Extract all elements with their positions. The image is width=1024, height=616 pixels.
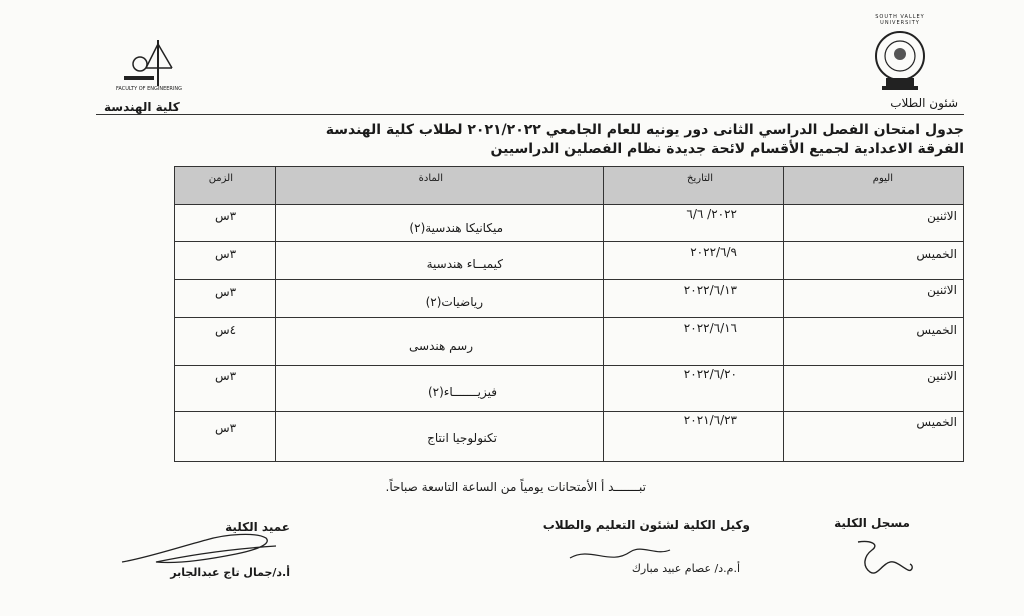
university-seal-icon: [868, 28, 932, 92]
cell-subject: ميكانيكا هندسية(٢): [409, 221, 503, 235]
row-divider: [175, 279, 963, 280]
header-divider: [96, 114, 964, 115]
cell-time: ٣س: [215, 247, 237, 261]
exam-schedule-subtitle: الفرقة الاعدادية لجميع الأقسام لائحة جديدة نظام الفصلين الدراسيين: [490, 141, 964, 157]
row-divider: [175, 317, 963, 318]
cell-time: ٣س: [215, 209, 237, 223]
column-divider: [783, 167, 784, 461]
column-divider: [275, 167, 276, 461]
cell-day: الاثنين: [927, 369, 957, 383]
vice-dean-name: أ.م.د/ عصام عبيد مبارك: [631, 562, 740, 575]
cell-day: الاثنين: [927, 209, 957, 223]
faculty-logo-text: FACULTY OF ENGINEERING: [116, 86, 182, 92]
cell-day: الخميس: [916, 323, 957, 337]
table-header: [175, 167, 963, 205]
cell-day: الاثنين: [927, 283, 957, 297]
header-day: اليوم: [872, 173, 893, 184]
row-divider: [175, 241, 963, 242]
cell-time: ٣س: [215, 421, 237, 435]
student-affairs-label: شئون الطلاب: [890, 96, 958, 110]
dean-label: عميد الكلية: [225, 520, 290, 534]
cell-subject: رسم هندسى: [409, 339, 473, 353]
faculty-logo-icon: [118, 38, 180, 90]
vice-dean-label: وكيل الكلية لشئون التعليم والطلاب: [542, 518, 750, 532]
cell-subject: فيزيـــــــاء(٢): [427, 385, 497, 399]
header-time: الزمن: [208, 173, 233, 184]
dean-signature-icon: [116, 528, 286, 570]
cell-date: ٢٠٢٢/٦/١٦: [683, 321, 737, 335]
cell-subject: تكنولوجيا انتاج: [427, 431, 497, 445]
header-date: التاريخ: [687, 173, 713, 184]
exam-schedule-table: [174, 166, 964, 462]
dean-name: أ.د/جمال تاج عبدالجابر: [170, 566, 290, 579]
cell-date: ٢٠٢٢/ ٦/٦: [686, 207, 737, 221]
cell-date: ٢٠٢٢/٦/٢٠: [683, 367, 737, 381]
cell-subject: رياضيات(٢): [425, 295, 483, 309]
header-subject: المادة: [418, 173, 443, 184]
cell-subject: كيميــاء هندسية: [426, 257, 503, 271]
cell-date: ٢٠٢١/٦/٢٣: [683, 413, 737, 427]
cell-date: ٢٠٢٢/٦/٩: [690, 245, 737, 259]
faculty-engineering-label: كلية الهندسة: [104, 100, 180, 114]
cell-time: ٣س: [215, 369, 237, 383]
cell-time: ٣س: [215, 285, 237, 299]
row-divider: [175, 365, 963, 366]
row-divider: [175, 411, 963, 412]
exam-schedule-title: جدول امتحان الفصل الدراسي الثانى دور يونيه للعام الجامعي ٢٠٢١/٢٠٢٢ لطلاب كلية الهندسة: [325, 122, 964, 138]
cell-time: ٤س: [215, 323, 237, 337]
exam-start-note: تبـــــــد أ الأمتحانات يومياً من الساعة التاسعة صباحاً.: [385, 480, 646, 494]
cell-day: الخميس: [916, 247, 957, 261]
cell-day: الخميس: [916, 415, 957, 429]
cell-date: ٢٠٢٢/٦/١٣: [683, 283, 737, 297]
registrar-label: مسجل الكلية: [834, 516, 910, 530]
university-seal-text: SOUTH VALLEY UNIVERSITY: [875, 14, 925, 26]
registrar-signature-icon: [850, 536, 920, 580]
column-divider: [603, 167, 604, 461]
